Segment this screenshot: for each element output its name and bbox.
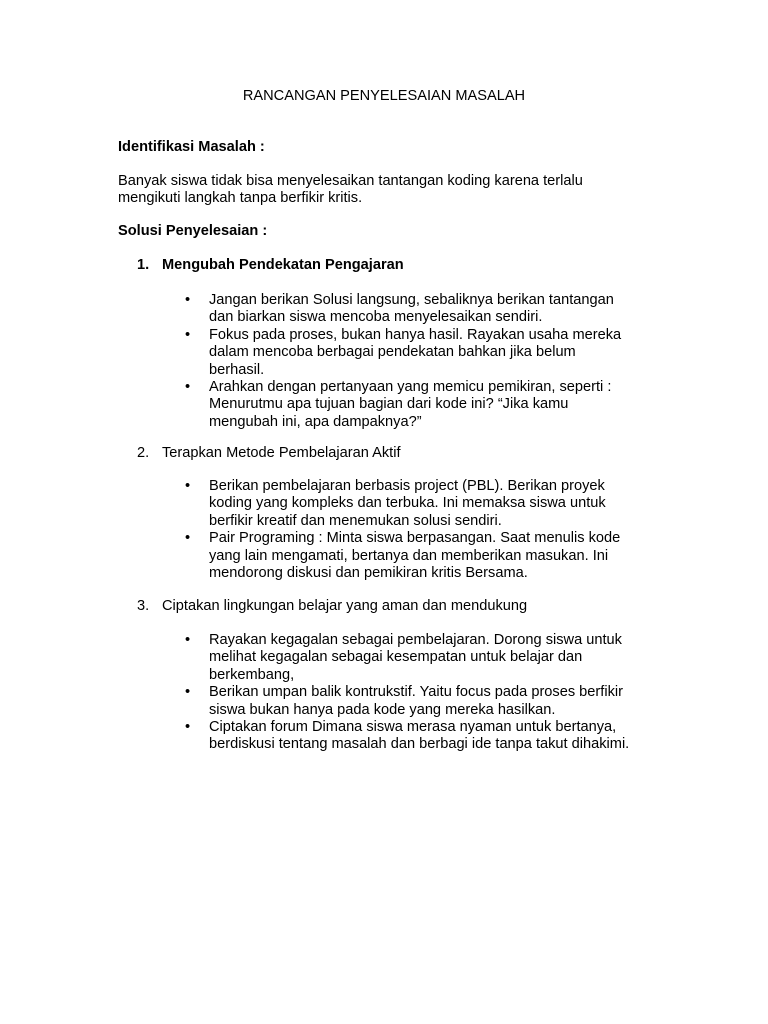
list-item-line: siswa bukan hanya pada kode yang mereka hasilkan. [209, 701, 556, 718]
list-item-line: Pair Programing : Minta siswa berpasangan. Saat menulis kode [209, 530, 621, 547]
bullet-icon: • [185, 379, 191, 396]
bullet-icon: • [185, 530, 191, 547]
list-item-line: mengubah ini, apa dampaknya?” [209, 413, 422, 430]
list-item [185, 327, 665, 379]
identification-line: Banyak siswa tidak bisa menyelesaikan tantangan koding karena terlalu [118, 173, 583, 189]
step-number: 3. [137, 598, 150, 614]
bullet-icon: • [185, 292, 191, 308]
bullet-icon: • [185, 684, 191, 701]
list-item-line: Fokus pada proses, bukan hanya hasil. Rayakan usaha mereka [209, 326, 622, 343]
list-item [185, 379, 665, 431]
list-item [185, 478, 665, 530]
list-item-line: berkembang, [209, 666, 295, 683]
list-item-line: Menurutmu apa tujuan bagian dari kode ini? “Jika kamu [209, 396, 569, 413]
step-title: Mengubah Pendekatan Pengajaran [162, 257, 404, 273]
step-3-bullet-list [185, 632, 665, 754]
list-item-line: berfikir kreatif dan menemukan solusi sendiri. [209, 512, 502, 529]
list-item-line: Berikan pembelajaran berbasis project (PBL). Berikan proyek [209, 478, 605, 494]
bullet-icon: • [185, 478, 191, 494]
identification-heading: Identifikasi Masalah : [118, 139, 265, 155]
list-item-line: Berikan umpan balik kontrukstif. Yaitu focus pada proses berfikir [209, 684, 623, 701]
step-number: 1. [137, 257, 150, 273]
list-item-line: berdiskusi tentang masalah dan berbagi ide tanpa takut dihakimi. [209, 736, 630, 753]
list-item [185, 632, 665, 684]
step-3-heading [137, 598, 527, 615]
step-title: Terapkan Metode Pembelajaran Aktif [162, 445, 401, 461]
step-1-heading [137, 257, 404, 274]
list-item [185, 530, 665, 582]
list-item-line: mendorong diskusi dan pemikiran kritis Bersama. [209, 565, 528, 582]
list-item [185, 292, 665, 327]
step-number: 2. [137, 445, 150, 461]
bullet-icon: • [185, 326, 191, 343]
list-item-line: melihat kegagalan sebagai kesempatan untuk belajar dan [209, 649, 583, 666]
list-item-line: berhasil. [209, 361, 265, 378]
solution-heading: Solusi Penyelesaian : [118, 223, 268, 239]
bullet-icon: • [185, 719, 191, 736]
list-item-line: yang lain mengamati, bertanya dan memberikan masukan. Ini [209, 547, 609, 564]
step-1-bullet-list [185, 292, 665, 431]
list-item-line: dalam mencoba berbagai pendekatan bahkan jika belum [209, 344, 576, 361]
list-item-line: Jangan berikan Solusi langsung, sebaliknya berikan tantangan [209, 292, 614, 308]
step-title: Ciptakan lingkungan belajar yang aman dan mendukung [162, 598, 528, 614]
bullet-icon: • [185, 632, 191, 648]
list-item-line: Ciptakan forum Dimana siswa merasa nyaman untuk bertanya, [209, 719, 617, 736]
list-item-line: koding yang kompleks dan terbuka. Ini memaksa siswa untuk [209, 495, 606, 512]
step-2-bullet-list [185, 478, 665, 582]
list-item [185, 684, 665, 719]
document-title: RANCANGAN PENYELESAIAN MASALAH [242, 88, 526, 104]
identification-line: mengikuti langkah tanpa berfikir kritis. [118, 190, 363, 207]
list-item-line: Arahkan dengan pertanyaan yang memicu pemikiran, seperti : [209, 379, 612, 396]
list-item-line: Rayakan kegagalan sebagai pembelajaran. Dorong siswa untuk [209, 632, 622, 648]
list-item [185, 719, 665, 754]
identification-text [118, 173, 658, 208]
list-item-line: dan biarkan siswa mencoba menyelesaikan sendiri. [209, 309, 543, 326]
step-2-heading [137, 445, 401, 462]
